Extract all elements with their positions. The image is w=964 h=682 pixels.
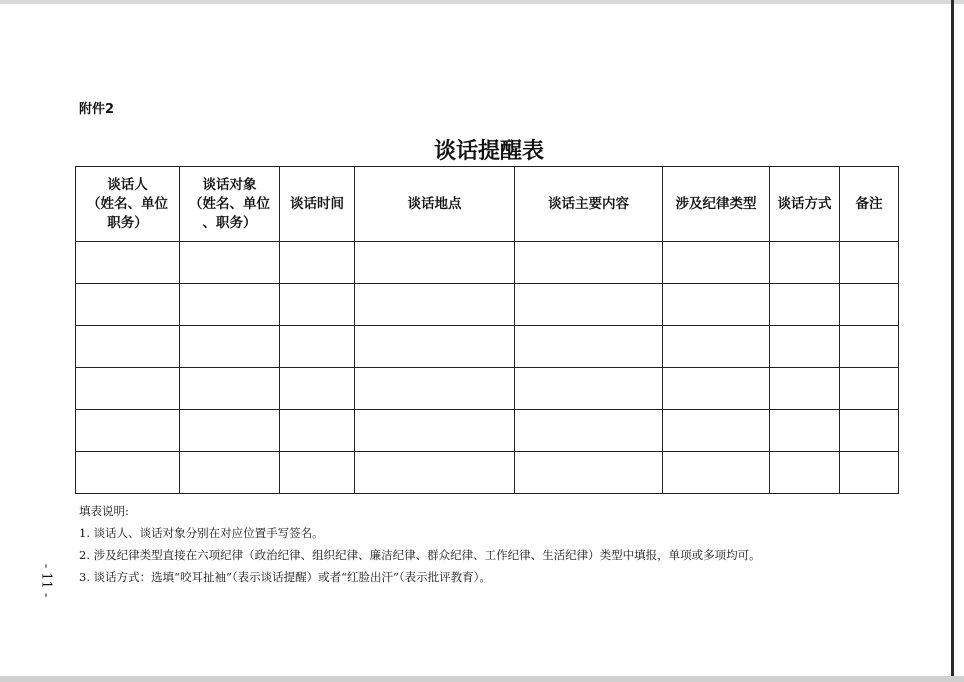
table-cell[interactable] — [280, 410, 355, 452]
instruction-item-2: 2. 涉及纪律类型直接在六项纪律（政治纪律、组织纪律、廉洁纪律、群众纪律、工作纪律、生活纪律）类型中填报，单项或多项均可。 — [79, 548, 761, 562]
column-header: 谈话对象 （姓名、单位 、职务） — [180, 167, 280, 242]
table-cell[interactable] — [180, 368, 280, 410]
table-cell[interactable] — [76, 410, 180, 452]
table-cell[interactable] — [355, 284, 515, 326]
page-title: 谈话提醒表 — [433, 139, 544, 164]
table-cell[interactable] — [840, 410, 899, 452]
table-cell[interactable] — [840, 452, 899, 494]
table-row — [76, 242, 899, 284]
table-cell[interactable] — [355, 326, 515, 368]
column-header: 谈话时间 — [280, 167, 355, 242]
table-cell[interactable] — [663, 410, 770, 452]
table-cell[interactable] — [840, 242, 899, 284]
page-right-edge — [951, 0, 954, 682]
table-cell[interactable] — [355, 242, 515, 284]
table-row — [76, 284, 899, 326]
table-cell[interactable] — [76, 368, 180, 410]
table-header-row — [76, 167, 899, 242]
table-cell[interactable] — [280, 242, 355, 284]
table-cell[interactable] — [76, 326, 180, 368]
table-cell[interactable] — [180, 242, 280, 284]
table-cell[interactable] — [180, 326, 280, 368]
table-row — [76, 410, 899, 452]
attachment-label: 附件2 — [79, 102, 115, 117]
table-row — [76, 368, 899, 410]
table-row — [76, 326, 899, 368]
page-number — [36, 555, 56, 605]
table-cell[interactable] — [280, 326, 355, 368]
reminder-table — [75, 166, 899, 494]
table-cell[interactable] — [76, 452, 180, 494]
table-cell[interactable] — [840, 284, 899, 326]
table-cell[interactable] — [770, 284, 840, 326]
table-cell[interactable] — [515, 452, 663, 494]
table-cell[interactable] — [76, 284, 180, 326]
table-cell[interactable] — [76, 242, 180, 284]
instruction-item-1: 1. 谈话人、谈话对象分别在对应位置手写签名。 — [79, 526, 324, 540]
table-cell[interactable] — [770, 452, 840, 494]
table-cell[interactable] — [515, 284, 663, 326]
column-header: 谈话方式 — [770, 167, 840, 242]
table-cell[interactable] — [663, 368, 770, 410]
table-cell[interactable] — [355, 368, 515, 410]
table-cell[interactable] — [770, 368, 840, 410]
column-header: 谈话人 （姓名、单位 职务） — [76, 167, 180, 242]
table-cell[interactable] — [663, 326, 770, 368]
table-cell[interactable] — [515, 326, 663, 368]
column-header: 备注 — [840, 167, 899, 242]
table-cell[interactable] — [280, 284, 355, 326]
table-cell[interactable] — [663, 284, 770, 326]
page-number-text: - 11 - — [38, 563, 54, 598]
page-top-edge — [0, 0, 964, 4]
instruction-item-3: 3. 谈话方式：选填“咬耳扯袖”（表示谈话提醒）或者“红脸出汗”（表示批评教育）。 — [79, 570, 491, 584]
table-cell[interactable] — [355, 452, 515, 494]
table-cell[interactable] — [663, 452, 770, 494]
table-cell[interactable] — [180, 410, 280, 452]
column-header: 谈话地点 — [355, 167, 515, 242]
table-cell[interactable] — [770, 242, 840, 284]
table-cell[interactable] — [180, 452, 280, 494]
page-bottom-edge — [0, 676, 964, 682]
table-cell[interactable] — [515, 368, 663, 410]
table-cell[interactable] — [840, 368, 899, 410]
table-cell[interactable] — [770, 326, 840, 368]
table-cell[interactable] — [515, 242, 663, 284]
fill-instructions — [79, 500, 761, 588]
table-cell[interactable] — [840, 326, 899, 368]
table-cell[interactable] — [280, 368, 355, 410]
table-cell[interactable] — [515, 410, 663, 452]
instructions-heading: 填表说明: — [79, 504, 129, 518]
column-header: 谈话主要内容 — [515, 167, 663, 242]
table-body — [76, 242, 899, 494]
table-cell[interactable] — [280, 452, 355, 494]
table-cell[interactable] — [355, 410, 515, 452]
table-row — [76, 452, 899, 494]
table-cell[interactable] — [180, 284, 280, 326]
column-header: 涉及纪律类型 — [663, 167, 770, 242]
table-cell[interactable] — [663, 242, 770, 284]
table-cell[interactable] — [770, 410, 840, 452]
